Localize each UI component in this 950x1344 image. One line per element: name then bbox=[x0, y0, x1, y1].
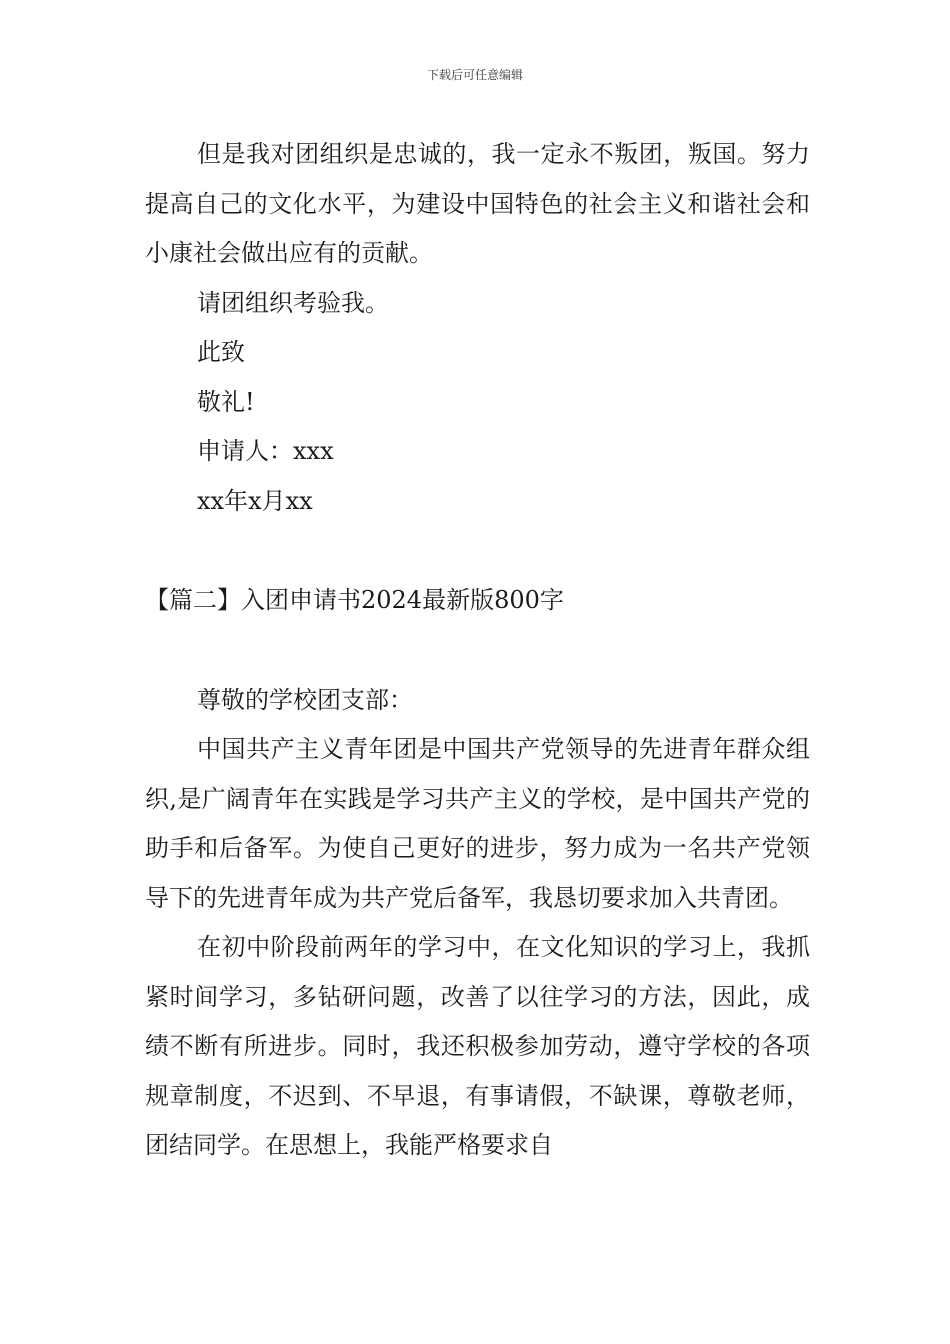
applicant-line: 申请人：xxx bbox=[197, 437, 334, 465]
closing-jingli: 敬礼! bbox=[197, 387, 255, 416]
date-line: xx年x月xx bbox=[197, 486, 313, 515]
paragraph-study: 在初中阶段前两年的学习中，在文化知识的学习上，我抓紧时间学习，多钻研问题，改善了以往学习的方法，因此，成绩不断有所进步。同时，我还积极参加劳动，遵守学校的各项规章制度，不迟到、不早退，有事请假，不缺课，尊敬老师，团结同学。在思想上，我能严格要求自 bbox=[145, 933, 810, 1159]
closing-cizhi: 此致 bbox=[197, 338, 245, 366]
paragraph-loyalty: 但是我对团组织是忠诚的，我一定永不叛团，叛国。努力提高自己的文化水平，为建设中国特色的社会主义和谐社会和小康社会做出应有的贡献。 bbox=[145, 140, 810, 267]
section-title: 【篇二】入团申请书2024最新版800字 bbox=[145, 586, 564, 614]
paragraph-cyl-intro: 中国共产主义青年团是中国共产党领导的先进青年群众组织,是广阔青年在实践是学习共产主义的学校，是中国共产党的助手和后备军。为使自己更好的进步，努力成为一名共产党领导下的先进青年成为共产党后备军，我恳切要求加入共青团。 bbox=[145, 735, 810, 912]
header-note: 下载后可任意编辑 bbox=[426, 68, 523, 82]
spacer bbox=[145, 626, 810, 676]
salutation: 尊敬的学校团支部： bbox=[197, 685, 413, 714]
document-body bbox=[145, 130, 810, 1171]
spacer bbox=[145, 526, 810, 576]
paragraph-request-test: 请团组织考验我。 bbox=[197, 288, 389, 317]
